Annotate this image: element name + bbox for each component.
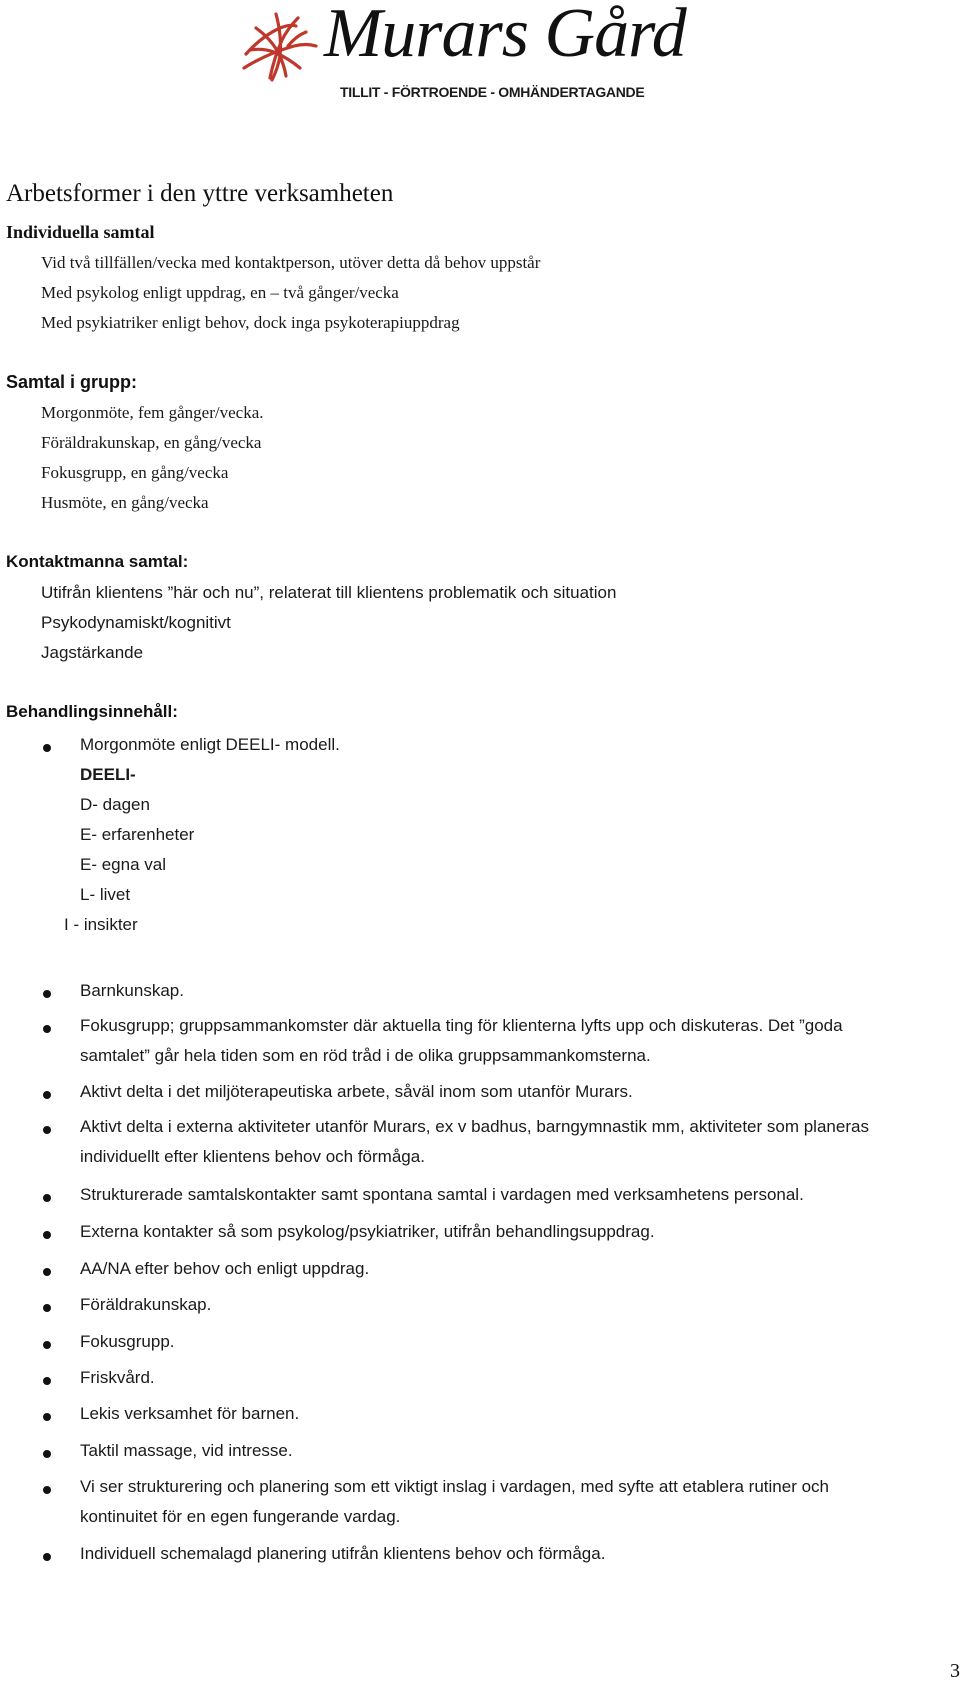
bullet-text: Barnkunskap. <box>80 981 184 1000</box>
text-line: Psykodynamiskt/kognitivt <box>41 613 231 632</box>
text-line: Vid två tillfällen/vecka med kontaktperson, utöver detta då behov uppstår <box>41 253 541 272</box>
deeli-item: D- dagen <box>80 795 150 814</box>
deeli-item: E- egna val <box>80 855 166 874</box>
bullet-icon <box>43 1450 51 1458</box>
bullet-text: Vi ser strukturering och planering som ett viktigt inslag i vardagen, med syfte att etablera rutiner och <box>80 1477 830 1496</box>
bullet-text: Individuell schemalagd planering utifrån klientens behov och förmåga. <box>80 1544 606 1563</box>
bullet-icon <box>43 1126 51 1134</box>
bullet-text-continued: kontinuitet för en egen fungerande vardag. <box>80 1507 401 1526</box>
bullet-icon <box>43 990 51 998</box>
bullet-icon <box>43 1377 51 1385</box>
section-heading-behandlingsinnehall: Behandlingsinnehåll: <box>6 702 178 721</box>
bullet-icon <box>43 1413 51 1421</box>
text-line: Utifrån klientens ”här och nu”, relaterat till klientens problematik och situation <box>41 583 617 602</box>
bullet-icon <box>43 1341 51 1349</box>
bullet-text: Aktivt delta i det miljöterapeutiska arbete, såväl inom som utanför Murars. <box>80 1082 633 1101</box>
bullet-text: Taktil massage, vid intresse. <box>80 1441 293 1460</box>
page-number: 3 <box>950 1660 960 1682</box>
logo-name: Murars Gård <box>324 0 686 72</box>
company-logo <box>236 2 726 102</box>
bullet-text: Aktivt delta i externa aktiviteter utanför Murars, ex v badhus, barngymnastik mm, aktiviteter som planeras <box>80 1117 869 1136</box>
bullet-text-continued: samtalet” går hela tiden som en röd tråd i de olika gruppsammankomsterna. <box>80 1046 651 1065</box>
logo-emblem-icon <box>236 6 322 88</box>
bullet-text: Fokusgrupp. <box>80 1332 175 1351</box>
logo-tagline: TILLIT - FÖRTROENDE - OMHÄNDERTAGANDE <box>340 84 645 100</box>
bullet-text: Externa kontakter så som psykolog/psykiatriker, utifrån behandlingsuppdrag. <box>80 1222 655 1241</box>
deeli-item: E- erfarenheter <box>80 825 195 844</box>
bullet-icon <box>43 1486 51 1494</box>
text-line: Jagstärkande <box>41 643 144 662</box>
bullet-text: Strukturerade samtalskontakter samt spontana samtal i vardagen med verksamhetens personal. <box>80 1185 804 1204</box>
text-line: Husmöte, en gång/vecka <box>41 493 209 512</box>
bullet-icon <box>43 1268 51 1276</box>
bullet-icon <box>43 1304 51 1312</box>
section-heading-samtal-i-grupp: Samtal i grupp: <box>6 372 138 392</box>
deeli-item: I - insikter <box>64 915 138 934</box>
deeli-item: L- livet <box>80 885 131 904</box>
text-line: Föräldrakunskap, en gång/vecka <box>41 433 262 452</box>
deeli-heading: DEELI- <box>80 765 136 784</box>
bullet-text: AA/NA efter behov och enligt uppdrag. <box>80 1259 370 1278</box>
bullet-icon <box>43 744 51 752</box>
bullet-icon <box>43 1194 51 1202</box>
bullet-text: Lekis verksamhet för barnen. <box>80 1404 300 1423</box>
bullet-text: Fokusgrupp; gruppsammankomster där aktuella ting för klienterna lyfts upp och diskuteras. Det ”goda <box>80 1016 843 1035</box>
document-title: Arbetsformer i den yttre verksamheten <box>6 180 394 207</box>
text-line: Morgonmöte, fem gånger/vecka. <box>41 403 264 422</box>
bullet-icon <box>43 1553 51 1561</box>
bullet-icon <box>43 1091 51 1099</box>
bullet-text: Morgonmöte enligt DEELI- modell. <box>80 735 340 754</box>
section-heading-individuella: Individuella samtal <box>6 222 155 242</box>
bullet-icon <box>43 1025 51 1033</box>
text-line: Fokusgrupp, en gång/vecka <box>41 463 229 482</box>
bullet-icon <box>43 1231 51 1239</box>
text-line: Med psykiatriker enligt behov, dock inga psykoterapiuppdrag <box>41 313 460 332</box>
text-line: Med psykolog enligt uppdrag, en – två gånger/vecka <box>41 283 399 302</box>
bullet-text-continued: individuellt efter klientens behov och förmåga. <box>80 1147 425 1166</box>
bullet-text: Föräldrakunskap. <box>80 1295 212 1314</box>
section-heading-kontaktmanna: Kontaktmanna samtal: <box>6 552 189 571</box>
bullet-text: Friskvård. <box>80 1368 155 1387</box>
